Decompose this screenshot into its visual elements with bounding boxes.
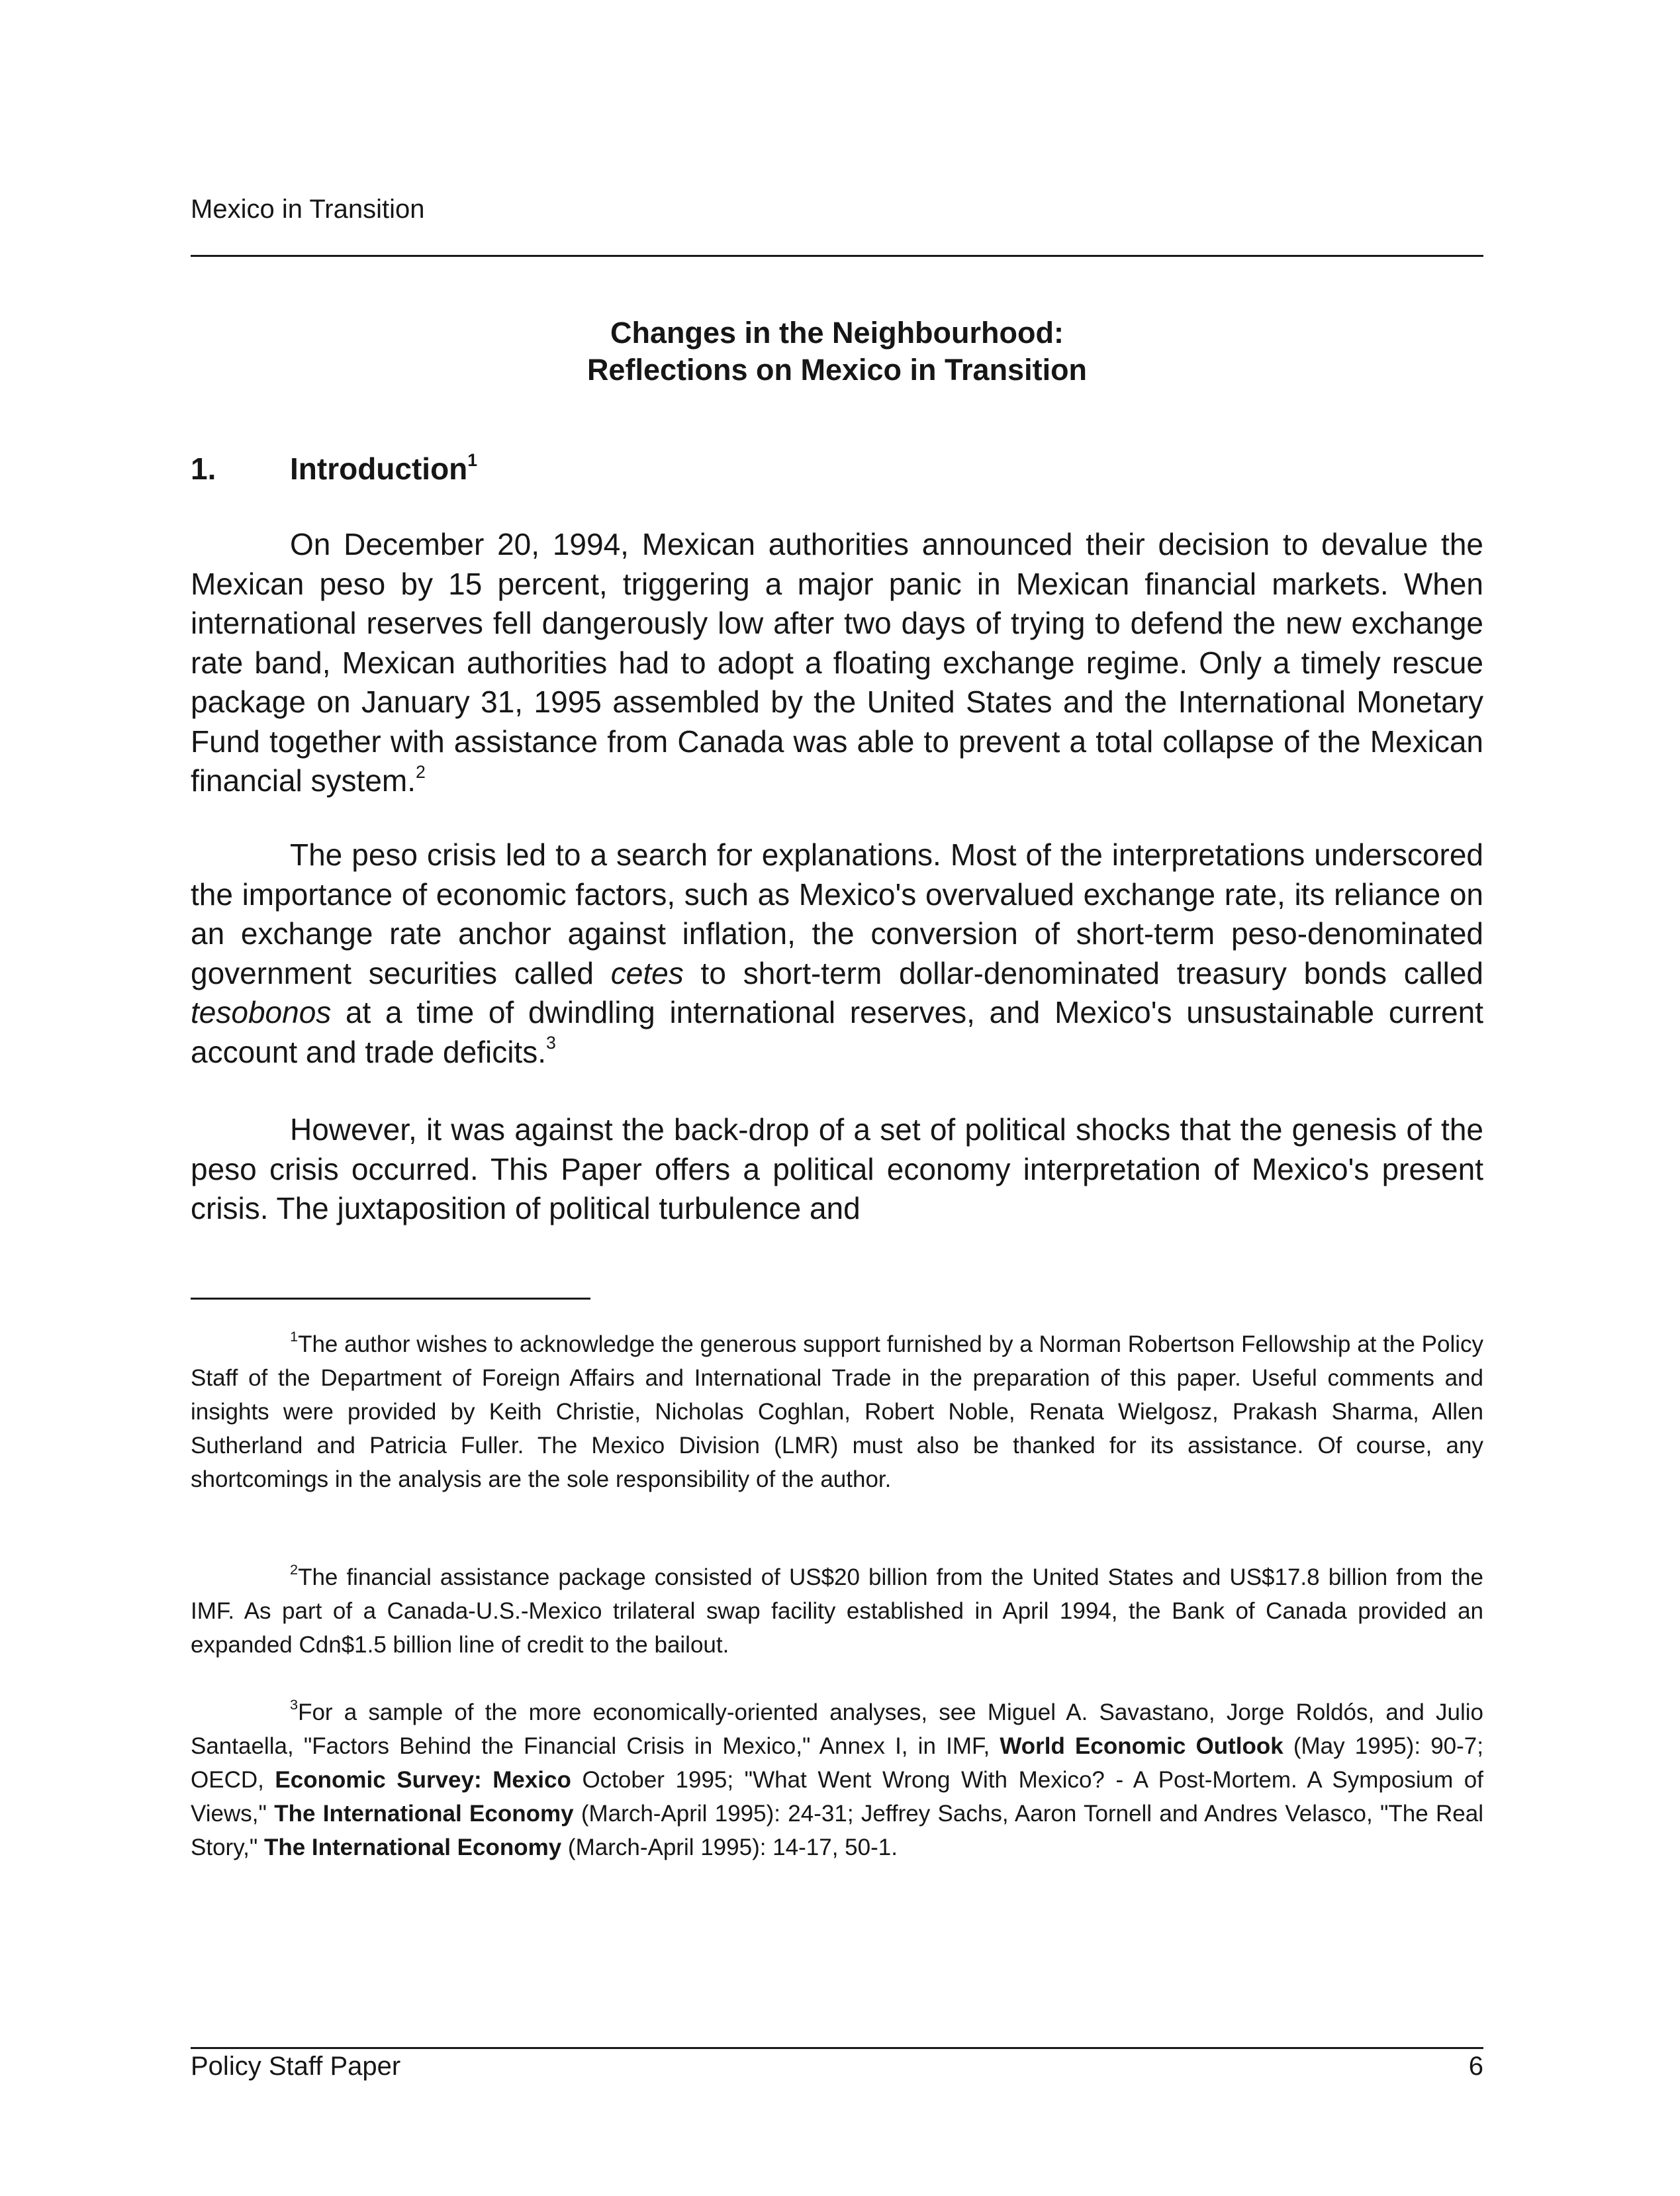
paragraph-2-part-1: The peso crisis led to a search for explanations. Most of the interpretations underscored the importance of economic factors, such as Mexico's overvalued exchange rate, its reliance on an exchange rate anchor against inflation, the conversion of short-term peso-denominated government securities called <box>191 837 1483 990</box>
header-rule <box>191 255 1483 257</box>
footnote-3-marker: 3 <box>290 1696 299 1713</box>
footnote-3-text-3: October 1995; "What Went Wrong With Mexico? - A Post-Mortem. A Symposium of Views," <box>191 1767 1483 1827</box>
citation-world-economic-outlook: World Economic Outlook <box>1000 1733 1283 1759</box>
paragraph-1 <box>191 525 1483 801</box>
running-header: Mexico in Transition <box>191 195 425 224</box>
paragraph-2 <box>191 835 1483 1072</box>
footnote-3-text-1: For a sample of the more economically-oriented analyses, see Miguel A. Savastano, Jorge Roldós, and Julio Santaella, "Factors Behind the Financial Crisis in Mexico," Annex I, in IMF, <box>191 1699 1483 1759</box>
footnote-1-marker: 1 <box>290 1328 299 1345</box>
title-line-2: Reflections on Mexico in Transition <box>586 353 1088 387</box>
term-tesobonos: tesobonos <box>191 995 332 1029</box>
paragraph-2-part-3: at a time of dwindling international reserves, and Mexico's unsustainable current account and trade deficits. <box>191 995 1483 1069</box>
footnote-3-text-4: (March-April 1995): 24-31; Jeffrey Sachs, Aaron Tornell and Andres Velasco, "The Real Story," <box>191 1801 1483 1860</box>
citation-international-economy-1: The International Economy <box>274 1801 574 1827</box>
footnote-3 <box>191 1695 1483 1864</box>
citation-economic-survey-mexico: Economic Survey: Mexico <box>275 1767 571 1793</box>
footer-title: Policy Staff Paper <box>191 2052 401 2081</box>
citation-international-economy-2: The International Economy <box>263 1835 562 1860</box>
footnote-ref-3: 3 <box>546 1033 556 1053</box>
footnote-separator <box>191 1298 590 1300</box>
document-title <box>191 314 1483 389</box>
section-heading <box>191 450 477 487</box>
paragraph-3-text: However, it was against the back-drop of a set of political shocks that the genesis of the peso crisis occurred. This Paper offers a political economy interpretation of Mexico's present crisis. The juxtaposition of political turbulence and <box>191 1112 1483 1225</box>
footnote-2-text: The financial assistance package consisted of US$20 billion from the United States and US$17.8 billion from the IMF. As part of a Canada-U.S.-Mexico trilateral swap facility established in April 1994, the Bank of Canada provided an expanded Cdn$1.5 billion line of credit to the bailout. <box>191 1564 1483 1658</box>
footnote-2-marker: 2 <box>290 1561 299 1578</box>
paragraph-1-text: On December 20, 1994, Mexican authorities announced their decision to devalue the Mexican peso by 15 percent, triggering a major panic in Mexican financial markets. When international reserves fell dangerously low after two days of trying to defend the new exchange rate band, Mexican authorities had to adopt a floating exchange regime. Only a timely rescue package on January 31, 1995 assembled by the United States and the International Monetary Fund together with assistance from Canada was able to prevent a total collapse of the Mexican financial system. <box>191 527 1483 798</box>
term-cetes: cetes <box>610 955 684 990</box>
section-number: 1. <box>191 452 216 486</box>
footnote-2 <box>191 1560 1483 1662</box>
footer-rule <box>191 2047 1483 2049</box>
footnote-1-text: The author wishes to acknowledge the generous support furnished by a Norman Robertson Fellowship at the Policy Staff of the Department of Foreign Affairs and International Trade in the preparation of this paper. Useful comments and insights were provided by Keith Christie, Nicholas Coghlan, Robert Noble, Renata Wielgosz, Prakash Sharma, Allen Sutherland and Patricia Fuller. The Mexico Division (LMR) must also be thanked for its assistance. Of course, any shortcomings in the analysis are the sole responsibility of the author. <box>191 1331 1483 1492</box>
footnote-3-text-2: (May 1995): 90-7; OECD, <box>191 1733 1483 1793</box>
footnote-ref-2: 2 <box>416 761 426 782</box>
section-title: Introduction <box>290 452 468 486</box>
title-line-1: Changes in the Neighbourhood: <box>610 316 1064 350</box>
page-number: 6 <box>1468 2052 1483 2081</box>
paragraph-2-part-2: to short-term dollar-denominated treasury bonds called <box>683 955 1483 990</box>
footnote-1 <box>191 1327 1483 1496</box>
footnote-3-text-5: (March-April 1995): 14-17, 50-1. <box>561 1835 898 1860</box>
footnote-ref-1: 1 <box>467 450 478 470</box>
paragraph-3 <box>191 1110 1483 1229</box>
